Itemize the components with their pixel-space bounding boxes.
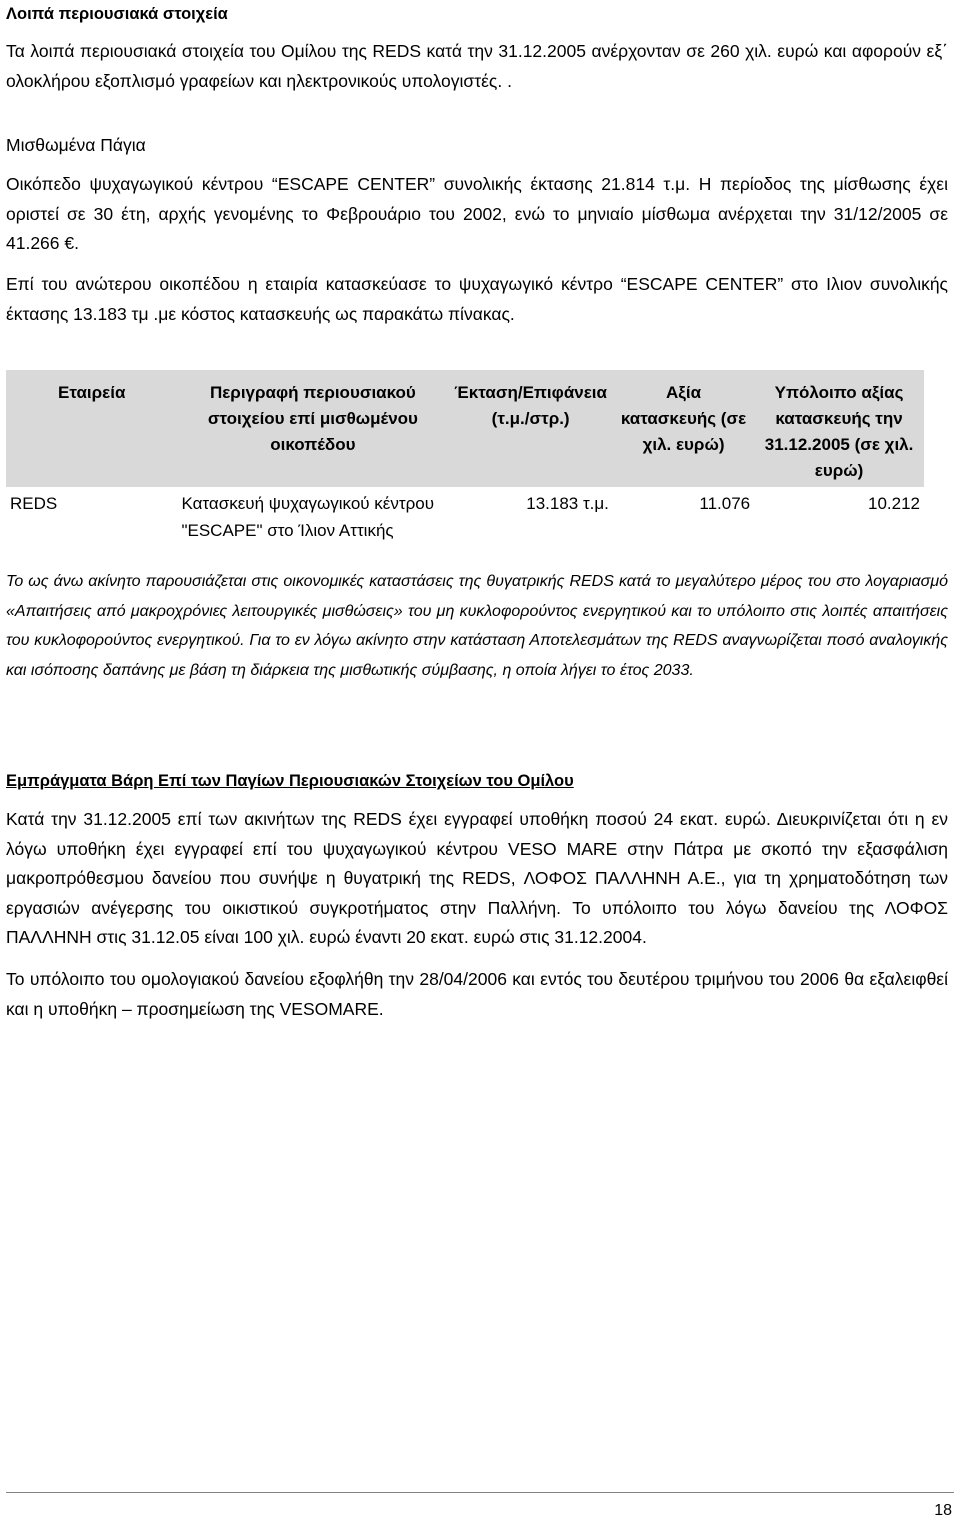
- other-assets-title: Λοιπά περιουσιακά στοιχεία: [6, 5, 228, 23]
- leased-assets-paragraph-2: Επί του ανώτερου οικοπέδου η εταιρία κατασκεύασε το ψυχαγωγικό κέντρο “ESCAPE CENTER” στο Ιλιον συνολικής έκτασης 13.183 τμ .με κόστος κατασκευής ως παρακάτω πίνακας.: [6, 274, 948, 324]
- table-row: [6, 487, 924, 547]
- header-description: Περιγραφή περιουσιακού στοιχείου επί μισθωμένου οικοπέδου: [177, 370, 448, 487]
- cell-balance: 10.212: [868, 494, 920, 513]
- cell-area: 13.183 τ.μ.: [526, 494, 609, 513]
- leased-assets-title: Μισθωμένα Πάγια: [6, 135, 146, 155]
- header-balance: Υπόλοιπο αξίας κατασκευής την 31.12.2005 (σε χιλ. ευρώ): [754, 370, 924, 487]
- note-italic: Το ως άνω ακίνητο παρουσιάζεται στις οικονομικές καταστάσεις της θυγατρικής REDS κατά το μεγαλύτερο μέρος του στο λογαριασμό «Απαιτήσεις από μακροχρόνιες λειτουργικές μισθώσεις» του μη κυκλοφορούντος ενεργητικού και το υπόλοιπο στις λοιπές απαιτήσεις του κυκλοφορούντος ενεργητικού. Για το εν λόγω ακίνητο στην κατάσταση Αποτελεσμάτων της REDS αναγνωρίζεται ποσό αναλογικής και ισόποσης δαπάνης με βάση τη διάρκεια της μισθωτικής σύμβασης, η οποία λήγει το έτος 2033.: [6, 573, 948, 679]
- cell-description: Κατασκευή ψυχαγωγικού κέντρου "ESCAPE" στο Ίλιον Αττικής: [181, 494, 435, 540]
- page-number: 18: [934, 1502, 952, 1519]
- header-construction-value: Αξία κατασκευής (σε χιλ. ευρώ): [613, 370, 754, 487]
- header-company: Εταιρεία: [6, 370, 177, 487]
- header-area: Έκταση/Επιφάνεια (τ.μ./στρ.): [448, 370, 613, 487]
- leased-assets-paragraph-1: Οικόπεδο ψυχαγωγικού κέντρου “ESCAPE CENTER” συνολικής έκτασης 21.814 τ.μ. Η περίοδος της μίσθωσης έχει οριστεί σε 30 έτη, αρχής γενομένης το Φεβρουάριο του 2002, ενώ το μηνιαίο μίσθωμα ανέρχεται την 31/12/2005 σε 41.266 €.: [6, 174, 948, 253]
- cell-company: REDS: [10, 494, 58, 513]
- encumbrances-paragraph-1: Κατά την 31.12.2005 επί των ακινήτων της REDS έχει εγγραφεί υποθήκη ποσού 24 εκατ. ευρώ. Διευκρινίζεται ότι η εν λόγω υποθήκη έχει εγγραφεί επί του ψυχαγωγικού κέντρου VESO MARE στην Πάτρα με σκοπό την εξασφάλιση μακροπρόθεσμου δανείου που συνήψε η θυγατρική της REDS, ΛΟΦΟΣ ΠΑΛΛΗΝΗ Α.Ε., για τη χρηματοδότηση των εργασιών ανέγερσης του οικιστικού συγκροτήματος στην Παλλήνη. Το υπόλοιπο του λόγω δανείου της ΛΟΦΟΣ ΠΑΛΛΗΝΗ στις 31.12.05 είναι 100 χιλ. ευρώ έναντι 20 εκατ. ευρώ στις 31.12.2004.: [6, 809, 948, 947]
- encumbrances-title: Εμπράγματα Βάρη Επί των Παγίων Περιουσιακών Στοιχείων του Ομίλου: [6, 772, 574, 790]
- other-assets-text: Τα λοιπά περιουσιακά στοιχεία του Ομίλου της REDS κατά την 31.12.2005 ανέρχονταν σε 260 χιλ. ευρώ και αφορούν εξ΄ ολοκλήρου εξοπλισμό γραφείων και ηλεκτρονικούς υπολογιστές. .: [6, 41, 948, 91]
- table-header-row: [6, 370, 924, 487]
- encumbrances-paragraph-2: Το υπόλοιπο του ομολογιακού δανείου εξοφλήθη την 28/04/2006 και εντός του δευτέρου τριμήνου του 2006 θα εξαλειφθεί και η υποθήκη – προσημείωση της VESOMARE.: [6, 969, 948, 1019]
- footer-divider: [6, 1492, 954, 1493]
- cell-construction-value: 11.076: [699, 494, 751, 513]
- leased-assets-table: [6, 370, 924, 547]
